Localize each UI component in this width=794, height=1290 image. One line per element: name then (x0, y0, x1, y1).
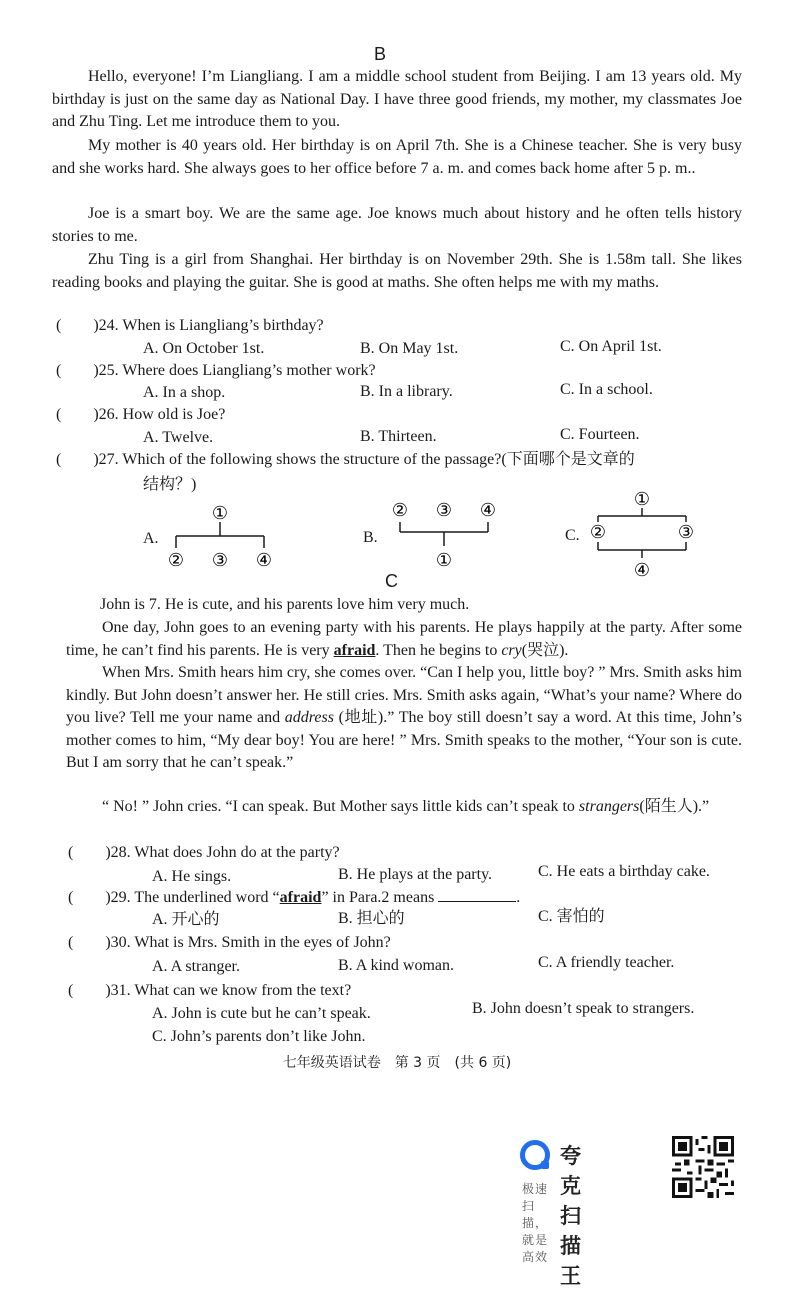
paragraph-c4: “ No! ” John cries. “I can speak. But Mother says little kids can’t speak to strangers(陌生人).” (102, 798, 710, 815)
q28-option-b: B. He plays at the party. (338, 866, 493, 883)
diagram-b-node-3: ③ (435, 500, 453, 521)
diagram-a-node-2: ② (167, 550, 185, 571)
brand-name: 夸克扫描王 (560, 1144, 581, 1288)
quark-logo-icon (520, 1140, 550, 1170)
q29-option-b: B. 担心的 (338, 910, 405, 927)
question-31: ( )31. What can we know from the text? (68, 982, 352, 999)
diagram-a-node-1: ① (211, 503, 229, 524)
paragraph-c2: One day, John goes to an evening party with his parents. He plays happily at the party. After some time, he can’t find his parents. He is very afraid. Then he begins to cry(哭泣). (66, 619, 742, 659)
diagram-b-node-1: ① (435, 550, 453, 570)
q30-option-c: C. A friendly teacher. (538, 954, 675, 971)
q26-option-a: A. Twelve. (143, 429, 214, 446)
q27-option-a-label: A. (143, 530, 159, 547)
q24-option-c: C. On April 1st. (560, 338, 662, 355)
q25-option-b: B. In a library. (360, 383, 453, 400)
q27-option-c-label: C. (565, 527, 580, 544)
paragraph-c1: John is 7. He is cute, and his parents love him very much. (100, 596, 470, 613)
question-27: ( )27. Which of the following shows the structure of the passage?(下面哪个是文章的 (56, 451, 635, 468)
section-c-title: C (385, 571, 398, 591)
section-b-title: B (374, 44, 387, 64)
q28-option-a: A. He sings. (152, 868, 232, 885)
answer-blank (438, 887, 516, 902)
page-footer: 七年级英语试卷 第 3 页 (共 6 页) (282, 1055, 512, 1071)
q27-option-b-label: B. (363, 529, 378, 546)
q30-option-a: A. A stranger. (152, 958, 240, 975)
q24-option-b: B. On May 1st. (360, 340, 459, 357)
diagram-b-node-2: ② (391, 500, 409, 521)
diagram-b-node-4: ④ (479, 500, 497, 521)
structure-diagram-a (160, 500, 290, 572)
question-28: ( )28. What does John do at the party? (68, 844, 340, 861)
q24-option-a: A. On October 1st. (143, 340, 265, 357)
question-26: ( )26. How old is Joe? (56, 406, 226, 423)
paragraph-b2: My mother is 40 years old. Her birthday is on April 7th. She is a Chinese teacher. She is very busy and she works hard. She always goes to her office before 7 a. m. and comes back home after 5 p. m.. (52, 137, 742, 177)
structure-diagram-b (382, 494, 512, 570)
q25-option-a: A. In a shop. (143, 384, 226, 401)
qr-code-icon (672, 1136, 734, 1198)
question-25: ( )25. Where does Liangliang’s mother work? (56, 362, 376, 379)
q31-option-c: C. John’s parents don’t like John. (152, 1028, 366, 1045)
q28-option-c: C. He eats a birthday cake. (538, 863, 710, 880)
q25-option-c: C. In a school. (560, 381, 653, 398)
q31-option-b: B. John doesn’t speak to strangers. (472, 1000, 695, 1017)
question-29: ( )29. The underlined word “afraid” in Para.2 means . (68, 889, 521, 906)
paragraph-c3: When Mrs. Smith hears him cry, she comes over. “Can I help you, little boy? ” Mrs. Smith asks him kindly. But John doesn’t answer her. He still cries. Mrs. Smith asks again, “What’s your name? Where do you live? Tell me your name and address (地址).” The boy still doesn’t say a word. At this time, John’s mother comes to him, “My dear boy! You are here! ” Mrs. Smith speaks to the mother, “Your son is cute. But I am sorry that he can’t speak.” (66, 664, 742, 771)
q30-option-b: B. A kind woman. (338, 957, 455, 974)
diagram-a-node-3: ③ (211, 550, 229, 571)
q29-option-c: C. 害怕的 (538, 908, 605, 925)
q26-option-b: B. Thirteen. (360, 428, 437, 445)
brand-slogan: 极速扫描，就是高效 (522, 1182, 549, 1264)
question-27-cont: 结构？) (143, 476, 197, 493)
underlined-word-afraid: afraid (333, 641, 376, 659)
diagram-c-node-1: ① (633, 489, 651, 510)
diagram-c-node-3: ③ (677, 522, 695, 543)
paragraph-b1: Hello, everyone! I’m Liangliang. I am a middle school student from Beijing. I am 13 years old. My birthday is just on the same day as National Day. I have three good friends, my mother, my classmates Joe and Zhu Ting. Let me introduce them to you. (52, 68, 742, 130)
diagram-c-node-4: ④ (633, 560, 651, 580)
diagram-a-node-4: ④ (255, 550, 273, 571)
q29-option-a: A. 开心的 (152, 911, 220, 928)
paragraph-b4: Zhu Ting is a girl from Shanghai. Her birthday is on November 29th. She is 1.58m tall. She likes reading books and playing the guitar. She is good at maths. She often helps me with my maths. (52, 251, 742, 291)
question-24: ( )24. When is Liangliang’s birthday? (56, 317, 324, 334)
question-30: ( )30. What is Mrs. Smith in the eyes of John? (68, 934, 391, 951)
paragraph-b3: Joe is a smart boy. We are the same age. Joe knows much about history and he often tells history stories to me. (52, 205, 742, 245)
q29-underlined-word: afraid (279, 889, 322, 906)
q31-option-a: A. John is cute but he can’t speak. (152, 1005, 371, 1022)
structure-diagram-c (584, 484, 708, 580)
q26-option-c: C. Fourteen. (560, 426, 640, 443)
diagram-c-node-2: ② (589, 522, 607, 543)
